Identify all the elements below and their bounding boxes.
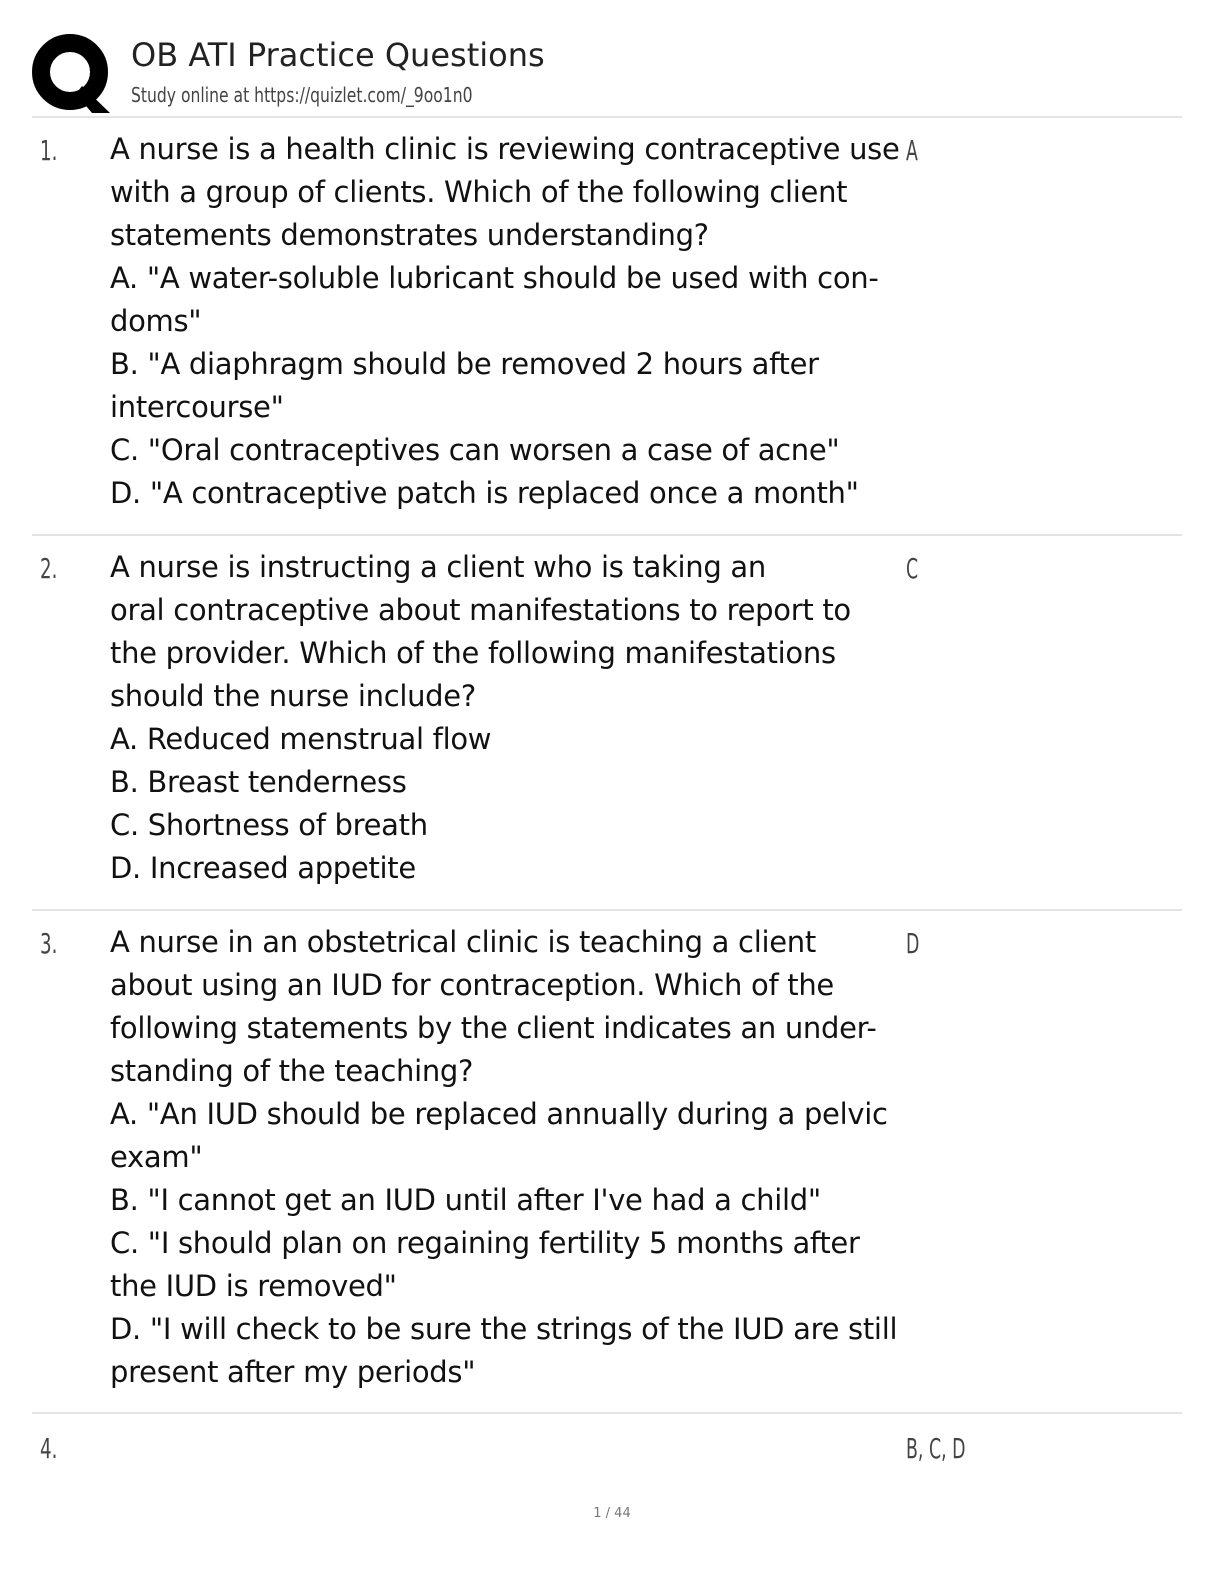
question-line: exam" [110,1140,203,1174]
question-line: A nurse is instructing a client who is taking an [110,550,766,584]
question-line: C. "Oral contraceptives can worsen a case of acne" [110,433,840,467]
question-text [110,546,910,890]
question-divider [32,909,1182,911]
question-line: D. "I will check to be sure the strings of the IUD are still [110,1312,898,1346]
question-answer: D [906,927,920,960]
question-line: the provider. Which of the following manifestations [110,636,836,670]
header-divider [32,116,1182,118]
question-number: 4. [40,1432,58,1465]
question-line: A nurse is a health clinic is reviewing contraceptive use [110,132,900,166]
question-answer: C [906,552,919,585]
question-divider [32,534,1182,536]
question-line: the IUD is removed" [110,1269,397,1303]
question-text [110,128,910,515]
question-number: 1. [40,134,58,167]
question-line: A. "An IUD should be replaced annually during a pelvic [110,1097,888,1131]
document-title: OB ATI Practice Questions [131,36,545,74]
question-line: A nurse in an obstetrical clinic is teaching a client [110,925,816,959]
question-number: 2. [40,552,58,585]
document-subtitle[interactable]: Study online at https://quizlet.com/_9oo1n0 [131,83,473,107]
quizlet-logo-icon [32,34,114,114]
question-line: A. Reduced menstrual flow [110,722,492,756]
question-line: B. "I cannot get an IUD until after I've had a child" [110,1183,821,1217]
question-line: standing of the teaching? [110,1054,474,1088]
question-text [110,921,910,1394]
question-line: C. Shortness of breath [110,808,428,842]
question-line: doms" [110,304,202,338]
question-line: present after my periods" [110,1355,476,1389]
question-line: D. Increased appetite [110,851,416,885]
question-line: following statements by the client indicates an under- [110,1011,877,1045]
question-line: with a group of clients. Which of the following client [110,175,848,209]
page-indicator: 1 / 44 [593,1506,631,1521]
question-number: 3. [40,927,58,960]
question-line: should the nurse include? [110,679,476,713]
question-line: intercourse" [110,390,284,424]
question-line: statements demonstrates understanding? [110,218,709,252]
question-answer: B, C, D [906,1432,966,1465]
question-line: D. "A contraceptive patch is replaced once a month" [110,476,859,510]
question-line: about using an IUD for contraception. Which of the [110,968,834,1002]
question-line: B. Breast tenderness [110,765,407,799]
question-line: B. "A diaphragm should be removed 2 hours after [110,347,819,381]
question-divider [32,1412,1182,1414]
question-line: A. "A water-soluble lubricant should be used with con- [110,261,879,295]
question-line: oral contraceptive about manifestations to report to [110,593,851,627]
question-line: C. "I should plan on regaining fertility 5 months after [110,1226,860,1260]
question-answer: A [906,134,918,167]
